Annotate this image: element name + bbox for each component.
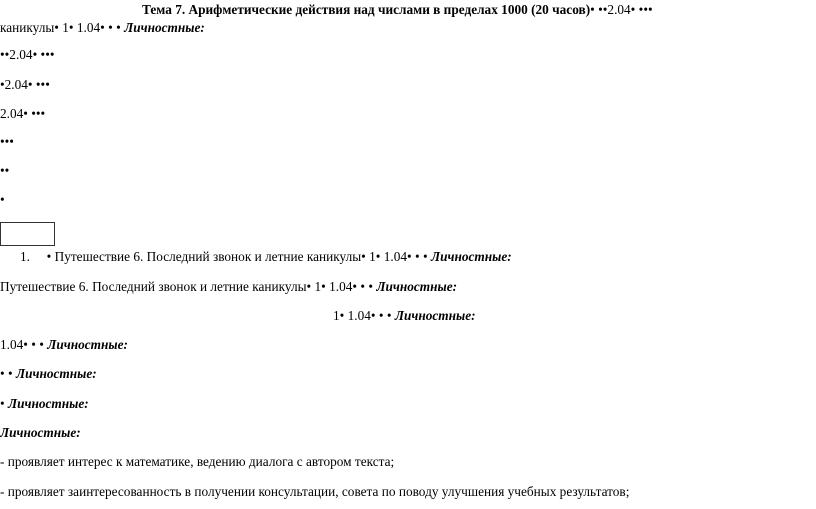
fragment-text: Путешествие 6. Последний звонок и летние каникулы• 1• 1.04• • • [0, 279, 377, 294]
text-line-11 [333, 308, 476, 324]
empty-text-box [0, 222, 55, 246]
bullet-line-1 [0, 454, 394, 470]
personal-results-label: Личностные: [0, 425, 81, 440]
text-line-6 [0, 134, 14, 150]
text-line-3 [0, 47, 55, 63]
text-line-12 [0, 337, 128, 353]
text-line-14 [0, 396, 89, 412]
bullet-text: - проявляет интерес к математике, ведению диалога с автором текста; [0, 454, 395, 469]
personal-results-label: Личностные: [7, 396, 89, 411]
personal-results-label: Личностные: [430, 249, 512, 264]
fragment-text: • • [0, 366, 16, 381]
fragment-text: 2.04• ••• [0, 106, 46, 121]
list-item-1 [20, 249, 512, 265]
bullet-line-2 [0, 484, 629, 500]
text-line-2 [0, 20, 205, 36]
fragment-text: • [0, 192, 5, 207]
topic-title-tail: • ••2.04• ••• [590, 2, 653, 17]
fragment-text: 1• 1.04• • • [333, 308, 395, 323]
text-line-13 [0, 366, 97, 382]
text-line-4 [0, 77, 50, 93]
topic-title: Тема 7. Арифметические действия над числами в пределах 1000 (20 часов) [142, 2, 591, 17]
personal-results-label: Личностные: [394, 308, 476, 323]
personal-results-label: Личностные: [376, 279, 458, 294]
list-number: 1. [20, 249, 30, 264]
text-line-5 [0, 106, 45, 122]
fragment-text: •2.04• ••• [0, 77, 50, 92]
text-line-10 [0, 279, 457, 295]
personal-results-label: Личностные: [124, 20, 205, 35]
text-line-8 [0, 192, 5, 208]
fragment-text: • [0, 396, 8, 411]
personal-results-label: Личностные: [15, 366, 97, 381]
fragment-text: • Путешествие 6. Последний звонок и летние каникулы• 1• 1.04• • • [46, 249, 431, 264]
personal-results-label: Личностные: [47, 337, 128, 352]
fragment-text: •• [0, 163, 10, 178]
bullet-text: - проявляет заинтересованность в получении консультации, совета по поводу улучшения учебных результатов; [0, 484, 630, 499]
text-line-7 [0, 163, 9, 179]
fragment-text: каникулы• 1• 1.04• • • [0, 20, 125, 35]
fragment-text: ••2.04• ••• [0, 47, 55, 62]
fragment-text: 1.04• • • [0, 337, 48, 352]
fragment-text: ••• [0, 134, 14, 149]
text-line-15 [0, 425, 81, 441]
topic-title-line [142, 2, 653, 18]
